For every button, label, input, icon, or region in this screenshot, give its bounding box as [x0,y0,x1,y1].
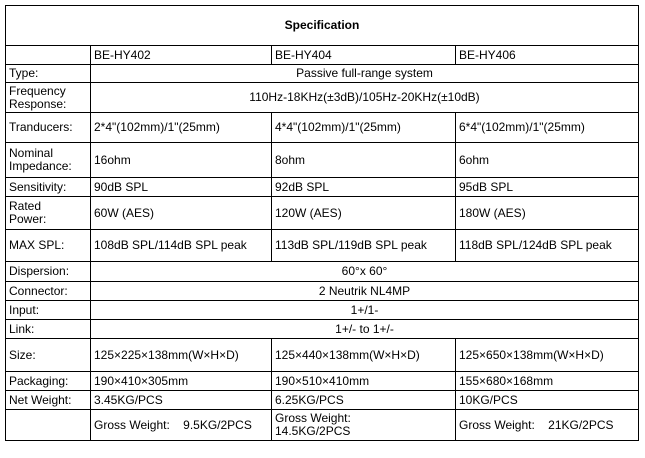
impedance-value-1: 16ohm [91,143,272,178]
gross-weight-value-2 [272,410,456,441]
input-row [6,301,639,320]
row-label: Sensitivity: [6,178,91,197]
rated-power-row [6,197,639,230]
gross-weight-value-3: Gross Weight: 21KG/2PCS [456,410,639,441]
transducers-value-1: 2*4"(102mm)/1"(25mm) [91,113,272,143]
model-row [6,46,639,65]
row-label: Packaging: [6,372,91,391]
dispersion-value: 60°x 60° [91,262,639,282]
title-row [6,6,639,46]
gross-weight-line-1: Gross Weight: [275,411,351,425]
net-weight-value-2: 6.25KG/PCS [272,391,456,410]
label-line-1: Rated [9,199,42,213]
packaging-value-1: 190×410×305mm [91,372,272,391]
row-label: Input: [6,301,91,320]
row-label: Size: [6,339,91,372]
net-weight-row [6,391,639,410]
sensitivity-row [6,178,639,197]
impedance-value-2: 8ohm [272,143,456,178]
gross-weight-value-1: Gross Weight: 9.5KG/2PCS [91,410,272,441]
rated-power-value-3: 180W (AES) [456,197,639,230]
sensitivity-value-1: 90dB SPL [91,178,272,197]
label-line-2: Power: [9,212,47,226]
max-spl-value-2: 113dB SPL/119dB SPL peak [272,230,456,262]
type-value: Passive full-range system [91,65,639,83]
row-label: Dispersion: [6,262,91,282]
row-label [6,83,91,113]
connector-row [6,282,639,301]
link-value: 1+/- to 1+/- [91,320,639,339]
size-row [6,339,639,372]
net-weight-value-3: 10KG/PCS [456,391,639,410]
connector-value: 2 Neutrik NL4MP [91,282,639,301]
packaging-value-3: 155×680×168mm [456,372,639,391]
sensitivity-value-2: 92dB SPL [272,178,456,197]
row-label: Connector: [6,282,91,301]
specification-table [5,5,639,441]
frequency-value: 110Hz-18KHz(±3dB)/105Hz-20KHz(±10dB) [91,83,639,113]
gross-weight-line-2: 14.5KG/2PCS [275,424,351,438]
size-value-1: 125×225×138mm(W×H×D) [91,339,272,372]
row-label: Tranducers: [6,113,91,143]
transducers-value-3: 6*4"(102mm)/1"(25mm) [456,113,639,143]
net-weight-value-1: 3.45KG/PCS [91,391,272,410]
link-row [6,320,639,339]
label-line-2: Impedance: [9,159,72,173]
model-cell-1: BE-HY402 [91,46,272,65]
label-line-1: Frequency [9,83,66,98]
packaging-row [6,372,639,391]
model-cell-3: BE-HY406 [456,46,639,65]
label-line-2: Response: [9,96,67,111]
rated-power-value-2: 120W (AES) [272,197,456,230]
packaging-value-2: 190×510×410mm [272,372,456,391]
row-label: Type: [6,65,91,83]
empty-corner-cell [6,46,91,65]
size-value-2: 125×440×138mm(W×H×D) [272,339,456,372]
row-label [6,143,91,178]
impedance-value-3: 6ohm [456,143,639,178]
frequency-row [6,83,639,113]
type-row [6,65,639,83]
gross-weight-row [6,410,639,441]
row-label: Net Weight: [6,391,91,410]
row-label: MAX SPL: [6,230,91,262]
table-title: Specification [6,6,639,46]
empty-label-cell [6,410,91,441]
max-spl-row [6,230,639,262]
transducers-row [6,113,639,143]
max-spl-value-3: 118dB SPL/124dB SPL peak [456,230,639,262]
row-label [6,197,91,230]
impedance-row [6,143,639,178]
size-value-3: 125×650×138mm(W×H×D) [456,339,639,372]
model-cell-2: BE-HY404 [272,46,456,65]
row-label: Link: [6,320,91,339]
input-value: 1+/1- [91,301,639,320]
label-line-1: Nominal [9,146,54,160]
transducers-value-2: 4*4"(102mm)/1"(25mm) [272,113,456,143]
sensitivity-value-3: 95dB SPL [456,178,639,197]
dispersion-row [6,262,639,282]
max-spl-value-1: 108dB SPL/114dB SPL peak [91,230,272,262]
rated-power-value-1: 60W (AES) [91,197,272,230]
